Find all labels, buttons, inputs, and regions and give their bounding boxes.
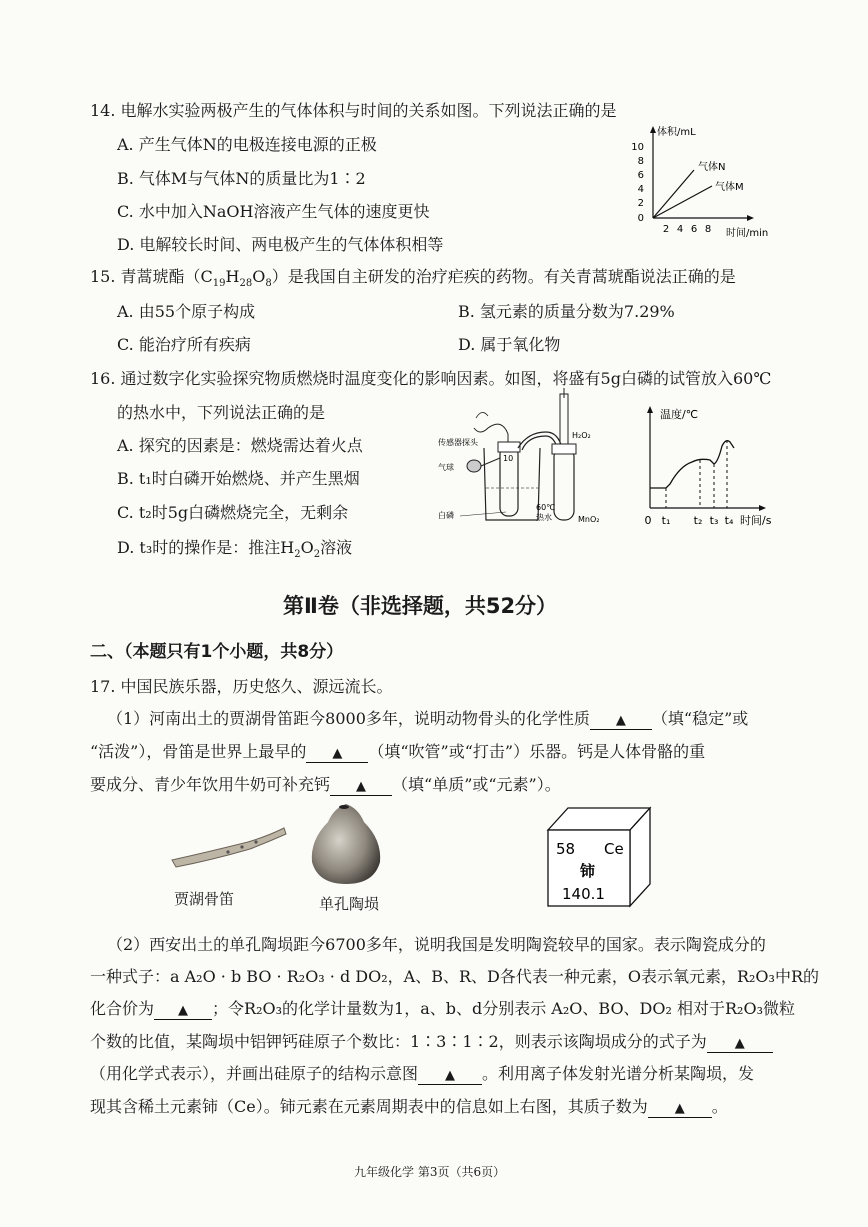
- q14-stem: 14. 电解水实验两极产生的气体体积与时间的关系如图。下列说法正确的是: [90, 101, 617, 120]
- q14-volume-time-graph: [622, 122, 782, 242]
- svg-text:t₁: t₁: [661, 514, 671, 527]
- q17-p2-line3: 化合价为 ▲ ；令R₂O₃的化学计量数为1，a、b、d分别表示 A₂O、BO、DO₂ 相对于R₂O₃微粒: [90, 999, 795, 1018]
- q17-p2-line5: （用化学式表示），并画出硅原子的结构示意图 ▲ 。利用离子体发射光谱分析某陶埙，发: [90, 1064, 755, 1083]
- xun-caption: 单孔陶埙: [319, 895, 380, 913]
- svg-text:8: 8: [637, 156, 644, 167]
- q14-label-n: 气体N: [698, 162, 726, 173]
- q14-option-a: A. 产生气体N的电极连接电源的正极: [117, 135, 377, 154]
- q14-option-c: C. 水中加入NaOH溶液产生气体的速度更快: [117, 202, 430, 221]
- q17-p1-line2: “活泼”），骨笛是世界上最早的 ▲ （填“吹管”或“打击”）乐器。钙是人体骨骼的重: [90, 742, 706, 761]
- svg-text:10: 10: [503, 454, 514, 463]
- q14-option-d: D. 电解较长时间、两电极产生的气体体积相等: [117, 235, 444, 254]
- section-heading: 二、（本题只有1个小题，共8分）: [90, 642, 344, 662]
- q16-apparatus-diagram: [436, 388, 616, 530]
- q17-p2-line6: 现其含稀土元素铈（Ce）。铈元素在元素周期表中的信息如上右图，其质子数为 ▲ 。: [90, 1097, 728, 1116]
- svg-text:60℃: 60℃: [536, 503, 556, 512]
- answer-blank[interactable]: ▲: [590, 713, 652, 730]
- answer-blank[interactable]: ▲: [306, 746, 368, 763]
- page-footer: 九年级化学 第3页（共6页）: [354, 1165, 506, 1179]
- svg-text:2: 2: [662, 224, 670, 235]
- q14-graph-xlabel: 时间/min: [726, 228, 769, 239]
- q14-line-m: [653, 186, 712, 218]
- q14-label-m: 气体M: [715, 182, 744, 193]
- svg-text:4: 4: [637, 184, 644, 195]
- element-symbol: Ce: [604, 840, 624, 858]
- element-name: 铈: [580, 862, 596, 880]
- svg-text:传感器探头: 传感器探头: [438, 438, 478, 447]
- svg-text:t₃: t₃: [709, 514, 719, 527]
- atomic-mass: 140.1: [562, 885, 605, 903]
- q14-option-b: B. 气体M与气体N的质量比为1∶2: [117, 169, 366, 188]
- svg-text:t₄: t₄: [724, 514, 734, 527]
- q16-option-d: D. t₃时的操作是：推注$H_2O_2$溶液: [117, 538, 353, 561]
- svg-text:气球: 气球: [438, 463, 454, 472]
- answer-blank[interactable]: ▲: [154, 1003, 212, 1020]
- q16-stem-line1: 16. 通过数字化实验探究物质燃烧时温度变化的影响因素。如图，将盛有5g白磷的试管放入60℃: [90, 369, 772, 388]
- q15-option-d: D. 属于氧化物: [458, 335, 561, 354]
- q16-option-b: B. t₁时白磷开始燃烧、并产生黑烟: [117, 469, 360, 488]
- svg-text:10: 10: [631, 142, 644, 153]
- svg-text:8: 8: [704, 224, 712, 235]
- answer-blank[interactable]: ▲: [648, 1101, 712, 1118]
- q15-stem: 15. 青蒿琥酯$(C_{19}H_{28}O_8)$是我国自主研发的治疗疟疾的药物。有关青蒿琥酯说法正确的是: [90, 267, 736, 290]
- q17-stem: 17. 中国民族乐器，历史悠久、源远流长。: [90, 677, 393, 696]
- q16-temperature-curve: [650, 441, 734, 488]
- q16-graph-xlabel: 时间/s: [740, 514, 772, 527]
- svg-text:MnO₂: MnO₂: [578, 515, 600, 524]
- svg-text:0: 0: [637, 213, 644, 224]
- svg-text:2: 2: [637, 198, 644, 209]
- q17-p1-line1: （1）河南出土的贾湖骨笛距今8000多年，说明动物骨头的化学性质 ▲ （填“稳定”或: [107, 709, 749, 728]
- svg-text:6: 6: [637, 170, 644, 181]
- svg-text:0: 0: [644, 514, 652, 527]
- q17-p2-line2: 一种式子：a A₂O · b BO · R₂O₃ · d DO₂，A、B、R、D各代表一种元素，O表示氧元素，R₂O₃中R的: [90, 967, 820, 986]
- q16-graph-ylabel: 温度/℃: [660, 408, 699, 421]
- q15-option-b: B. 氢元素的质量分数为7.29%: [458, 302, 675, 321]
- q17-p2-line4: 个数的比值，某陶埙中铝钾钙硅原子个数比：1∶3∶1∶2，则表示该陶埙成分的式子为 ▲: [90, 1029, 773, 1053]
- answer-blank[interactable]: ▲: [418, 1068, 482, 1085]
- q14-graph-ylabel: 体积/mL: [657, 127, 696, 138]
- bone-flute-caption: 贾湖骨笛: [174, 890, 235, 908]
- q16-option-c: C. t₂时5g白磷燃烧完全，无剩余: [117, 503, 349, 522]
- q15-option-c: C. 能治疗所有疾病: [117, 335, 251, 354]
- svg-text:热水: 热水: [536, 513, 552, 522]
- q15-option-a: A. 由55个原子构成: [117, 302, 256, 321]
- q16-temperature-graph: [630, 400, 780, 530]
- q14-line-n: [653, 170, 694, 218]
- atomic-number: 58: [556, 840, 576, 858]
- svg-text:H₂O₂: H₂O₂: [572, 431, 591, 440]
- cerium-element-card: [546, 804, 656, 908]
- part2-title: 第Ⅱ卷（非选择题，共52分）: [283, 594, 558, 618]
- answer-blank[interactable]: ▲: [707, 1036, 773, 1053]
- q16-option-a: A. 探究的因素是：燃烧需达着火点: [117, 436, 363, 455]
- q16-stem-line2: 的热水中，下列说法正确的是: [117, 403, 326, 422]
- q17-p1-line3: 要成分、青少年饮用牛奶可补充钙 ▲ （填“单质”或“元素”）。: [90, 775, 561, 794]
- svg-text:4: 4: [676, 224, 684, 235]
- svg-text:白磷: 白磷: [438, 511, 454, 520]
- answer-blank[interactable]: ▲: [330, 779, 392, 796]
- q17-p2-line1: （2）西安出土的单孔陶埙距今6700多年，说明我国是发明陶瓷较早的国家。表示陶瓷成分的: [107, 935, 766, 954]
- bone-flute-image: [168, 822, 288, 870]
- xun-image: [306, 800, 386, 886]
- svg-text:t₂: t₂: [693, 514, 703, 527]
- svg-text:6: 6: [690, 224, 698, 235]
